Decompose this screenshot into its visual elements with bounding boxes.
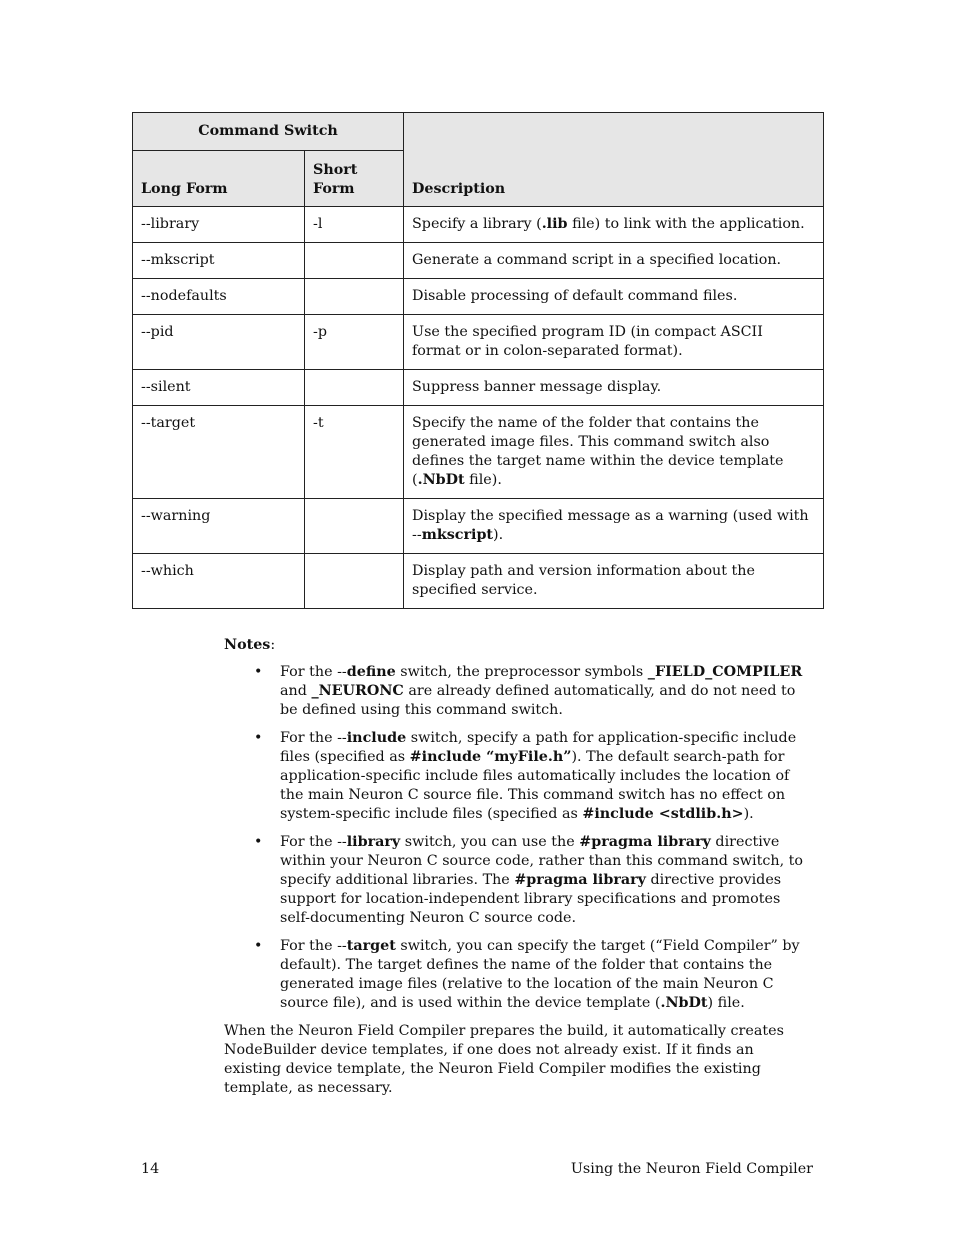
text-run: For the -- — [280, 730, 347, 746]
text-run: are already defined automatically, and do not need to be defined using this command switch. — [280, 683, 796, 718]
text-run: For the -- — [280, 834, 347, 850]
description-header: Description — [404, 113, 824, 207]
text-run: ). — [493, 527, 504, 543]
list-item — [224, 729, 814, 824]
table-row — [133, 243, 824, 279]
text-run: Specify a library ( — [412, 216, 542, 232]
short-form-cell: -p — [305, 315, 404, 370]
short-form-cell — [305, 370, 404, 406]
description-cell — [404, 554, 824, 609]
short-form-cell — [305, 243, 404, 279]
text-run: ) file. — [707, 995, 745, 1011]
short-form-header: Short Form — [305, 151, 404, 207]
bold-text: _NEURONC — [311, 683, 404, 699]
footer-section-title: Using the Neuron Field Compiler — [570, 1161, 813, 1177]
text-run: Specify the name of the folder that contains the generated image files. This command switch also defines the target name within the device template ( — [412, 415, 784, 488]
text-run: For the -- — [280, 664, 347, 680]
text-run: and — [280, 683, 312, 699]
description-cell — [404, 315, 824, 370]
description-cell — [404, 207, 824, 243]
short-form-cell: -t — [305, 406, 404, 499]
short-form-cell: -l — [305, 207, 404, 243]
notes-title: Notes — [224, 637, 271, 653]
command-switch-table — [132, 112, 824, 609]
long-form-cell: --nodefaults — [133, 279, 305, 315]
table-row — [133, 499, 824, 554]
bullet-icon: • — [254, 664, 263, 680]
short-form-cell — [305, 554, 404, 609]
description-cell — [404, 370, 824, 406]
closing-paragraph: When the Neuron Field Compiler prepares the build, it automatically creates NodeBuilder device templates, if one does not already exist. If it finds an existing device template, the Neuron Field Compiler modifies the existing template, as necessary. — [224, 1023, 784, 1096]
notes-list — [224, 663, 814, 1013]
table-row — [133, 370, 824, 406]
description-cell — [404, 243, 824, 279]
bold-text: target — [346, 938, 396, 954]
bullet-icon: • — [254, 938, 263, 954]
notes-colon: : — [270, 637, 276, 653]
table-row — [133, 315, 824, 370]
bullet-icon: • — [254, 834, 263, 850]
short-form-cell — [305, 279, 404, 315]
bold-text: library — [346, 834, 401, 850]
table-body — [133, 207, 824, 609]
bold-text: #include <stdlib.h> — [582, 806, 744, 822]
text-run: directive within your Neuron C source code, rather than this command switch, to specify additional libraries. The — [280, 834, 804, 888]
bold-text: .NbDt — [417, 472, 465, 488]
short-form-cell — [305, 499, 404, 554]
long-form-cell: --pid — [133, 315, 305, 370]
text-run: Generate a command script in a specified location. — [412, 252, 782, 268]
bold-text: _FIELD_COMPILER — [647, 664, 803, 680]
bullet-icon: • — [254, 730, 263, 746]
text-run: Suppress banner message display. — [412, 379, 662, 395]
text-run: Display the specified message as a warning (used with -- — [412, 508, 809, 543]
text-run: switch, you can specify the target (“Field Compiler” by default). The target defines the name of the folder that contains the generated image files (relative to the location of the main Neuron C source file), and is used within the device template ( — [280, 938, 800, 1011]
notes-section — [224, 636, 814, 1098]
description-cell — [404, 406, 824, 499]
text-run: For the -- — [280, 938, 347, 954]
list-item — [224, 663, 814, 720]
long-form-cell: --silent — [133, 370, 305, 406]
table-row — [133, 406, 824, 499]
table-row — [133, 207, 824, 243]
bold-text: mkscript — [421, 527, 494, 543]
table-row — [133, 279, 824, 315]
bold-text: .NbDt — [660, 995, 708, 1011]
long-form-cell: --warning — [133, 499, 305, 554]
text-run: Use the specified program ID (in compact ASCII format or in colon-separated format). — [412, 324, 763, 359]
text-run: switch, the preprocessor symbols — [395, 664, 648, 680]
text-run: Display path and version information about the specified service. — [412, 563, 755, 598]
description-cell — [404, 499, 824, 554]
notes-heading — [224, 636, 814, 655]
long-form-cell: --target — [133, 406, 305, 499]
long-form-cell: --library — [133, 207, 305, 243]
bold-text: define — [346, 664, 396, 680]
page-number: 14 — [141, 1161, 160, 1177]
text-run: ). — [743, 806, 754, 822]
text-run: directive provides support for location-independent library specifications and promotes self-documenting Neuron C source code. — [280, 872, 782, 926]
list-item — [224, 833, 814, 928]
long-form-cell: --mkscript — [133, 243, 305, 279]
text-run: switch, you can use the — [400, 834, 580, 850]
text-run: file) to link with the application. — [567, 216, 805, 232]
command-switch-header: Command Switch — [133, 113, 404, 151]
bold-text: #include “myFile.h” — [409, 749, 572, 765]
text-run: Disable processing of default command files. — [412, 288, 738, 304]
text-run: switch, specify a path for application-specific include files (specified as — [280, 730, 797, 765]
bold-text: include — [346, 730, 407, 746]
description-cell — [404, 279, 824, 315]
text-run: ). The default search-path for application-specific include files automatically includes the location of the main Neuron C source file. This command switch has no effect on system-specific include files (specified as — [280, 749, 790, 822]
bold-text: #pragma library — [579, 834, 711, 850]
text-run: file). — [464, 472, 502, 488]
long-form-header: Long Form — [133, 151, 305, 207]
long-form-cell: --which — [133, 554, 305, 609]
bold-text: .lib — [541, 216, 568, 232]
table-row — [133, 554, 824, 609]
list-item — [224, 937, 814, 1013]
bold-text: #pragma library — [514, 872, 646, 888]
